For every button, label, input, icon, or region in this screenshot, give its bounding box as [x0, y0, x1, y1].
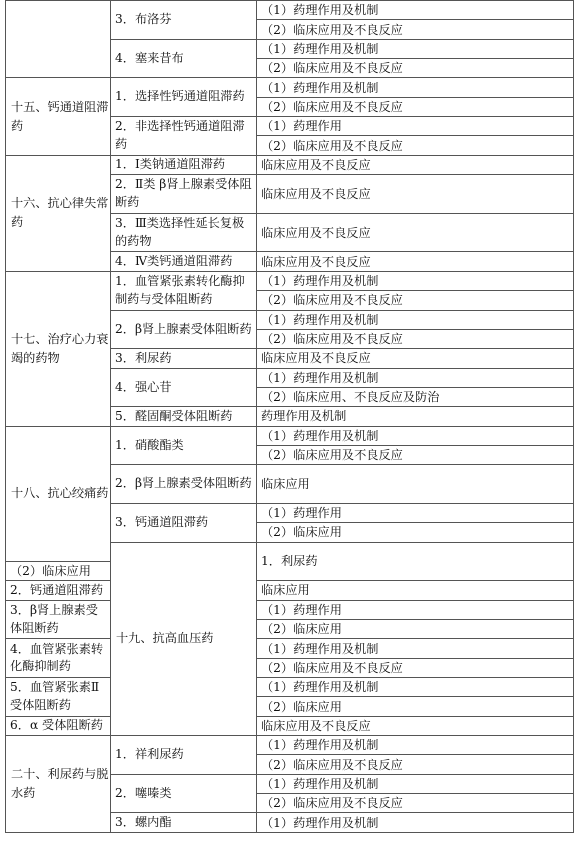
table-row: [6, 581, 574, 600]
subtopic-cell: 4．塞来昔布: [111, 39, 257, 78]
subtopic-cell: 3．螺内酯: [111, 813, 257, 832]
subtopic-cell: 1．血管紧张素转化酶抑制药与受体阻断药: [111, 271, 257, 310]
point-cell: 临床应用及不良反应: [257, 175, 574, 214]
syllabus-table: [5, 0, 574, 833]
point-cell: （2）临床应用: [257, 697, 574, 716]
section-cell: 十七、治疗心力衰竭的药物: [6, 271, 111, 426]
point-cell: （2）临床应用及不良反应: [257, 658, 574, 677]
point-cell: 临床应用: [257, 465, 574, 504]
section-cell: 二十、利尿药与脱水药: [6, 736, 111, 833]
point-cell: （1）药理作用及机制: [257, 39, 574, 58]
point-cell: （2）临床应用及不良反应: [257, 755, 574, 774]
subtopic-cell: 2．钙通道阻滞药: [6, 581, 111, 600]
point-cell: （2）临床应用及不良反应: [257, 794, 574, 813]
table-row: [6, 736, 574, 755]
subtopic-cell: 2．非选择性钙通道阻滞药: [111, 117, 257, 156]
section-cell: 十八、抗心绞痛药: [6, 426, 111, 561]
point-cell: （2）临床应用及不良反应: [257, 445, 574, 464]
subtopic-cell: 2．Ⅱ类 β肾上腺素受体阻断药: [111, 175, 257, 214]
subtopic-cell: 3．利尿药: [111, 349, 257, 368]
subtopic-cell: 3．β肾上腺素受体阻断药: [6, 600, 111, 639]
subtopic-cell: 5．血管紧张素Ⅱ受体阻断药: [6, 678, 111, 717]
point-cell: （1）药理作用及机制: [257, 78, 574, 97]
section-cell: 十五、钙通道阻滞药: [6, 78, 111, 155]
point-cell: （1）药理作用: [257, 117, 574, 136]
table-row: [6, 639, 574, 658]
point-cell: 药理作用及机制: [257, 407, 574, 426]
point-cell: （1）药理作用及机制: [257, 813, 574, 832]
point-cell: （2）临床应用及不良反应: [257, 59, 574, 78]
point-cell: （1）药理作用及机制: [257, 639, 574, 658]
subtopic-cell: 2．β肾上腺素受体阻断药: [111, 465, 257, 504]
subtopic-cell: 2．β肾上腺素受体阻断药: [111, 310, 257, 349]
table-row: [6, 78, 574, 97]
subtopic-cell: 5．醛固酮受体阻断药: [111, 407, 257, 426]
point-cell: 临床应用及不良反应: [257, 252, 574, 271]
point-cell: 临床应用及不良反应: [257, 349, 574, 368]
subtopic-cell: 3．钙通道阻滞药: [111, 503, 257, 542]
point-cell: （1）药理作用及机制: [257, 310, 574, 329]
table-row: [6, 1, 574, 20]
subtopic-cell: 4．强心苷: [111, 368, 257, 407]
point-cell: （2）临床应用及不良反应: [257, 329, 574, 348]
point-cell: （2）临床应用: [6, 561, 111, 580]
subtopic-cell: 1．Ⅰ类钠通道阻滞药: [111, 155, 257, 174]
point-cell: 临床应用: [257, 581, 574, 600]
section-cell: 十六、抗心律失常药: [6, 155, 111, 271]
point-cell: （1）药理作用: [257, 503, 574, 522]
point-cell: （2）临床应用及不良反应: [257, 20, 574, 39]
point-cell: （1）药理作用: [257, 600, 574, 619]
point-cell: （2）临床应用、不良反应及防治: [257, 387, 574, 406]
point-cell: （1）药理作用及机制: [257, 271, 574, 290]
subtopic-cell: 1．祥利尿药: [111, 736, 257, 775]
subtopic-cell: 4．血管紧张素转化酶抑制药: [6, 639, 111, 678]
point-cell: （1）药理作用及机制: [257, 368, 574, 387]
subtopic-cell: 1．硝酸酯类: [111, 426, 257, 465]
point-cell: （2）临床应用及不良反应: [257, 97, 574, 116]
section-cell: 十九、抗高血压药: [111, 542, 257, 735]
section-cell: [6, 1, 111, 78]
subtopic-cell: 4．Ⅳ类钙通道阻滞药: [111, 252, 257, 271]
subtopic-cell: 1．利尿药: [257, 542, 574, 581]
subtopic-cell: 3．布洛芬: [111, 1, 257, 40]
point-cell: （1）药理作用及机制: [257, 736, 574, 755]
point-cell: （2）临床应用及不良反应: [257, 291, 574, 310]
subtopic-cell: 2．噻嗪类: [111, 774, 257, 813]
point-cell: 临床应用及不良反应: [257, 716, 574, 735]
subtopic-cell: 1．选择性钙通道阻滞药: [111, 78, 257, 117]
point-cell: （1）药理作用及机制: [257, 1, 574, 20]
point-cell: （2）临床应用及不良反应: [257, 136, 574, 155]
table-row: [6, 600, 574, 619]
subtopic-cell: 6．α 受体阻断药: [6, 716, 111, 735]
point-cell: 临床应用及不良反应: [257, 213, 574, 252]
point-cell: 临床应用及不良反应: [257, 155, 574, 174]
table-row: [6, 426, 574, 445]
point-cell: （1）药理作用及机制: [257, 426, 574, 445]
table-row: [6, 271, 574, 290]
table-row: [6, 678, 574, 697]
point-cell: （2）临床应用: [257, 523, 574, 542]
point-cell: （1）药理作用及机制: [257, 678, 574, 697]
subtopic-cell: 3．Ⅲ类选择性延长复极的药物: [111, 213, 257, 252]
point-cell: （2）临床应用: [257, 620, 574, 639]
table-row: [6, 716, 574, 735]
point-cell: （1）药理作用及机制: [257, 774, 574, 793]
table-row: [6, 155, 574, 174]
